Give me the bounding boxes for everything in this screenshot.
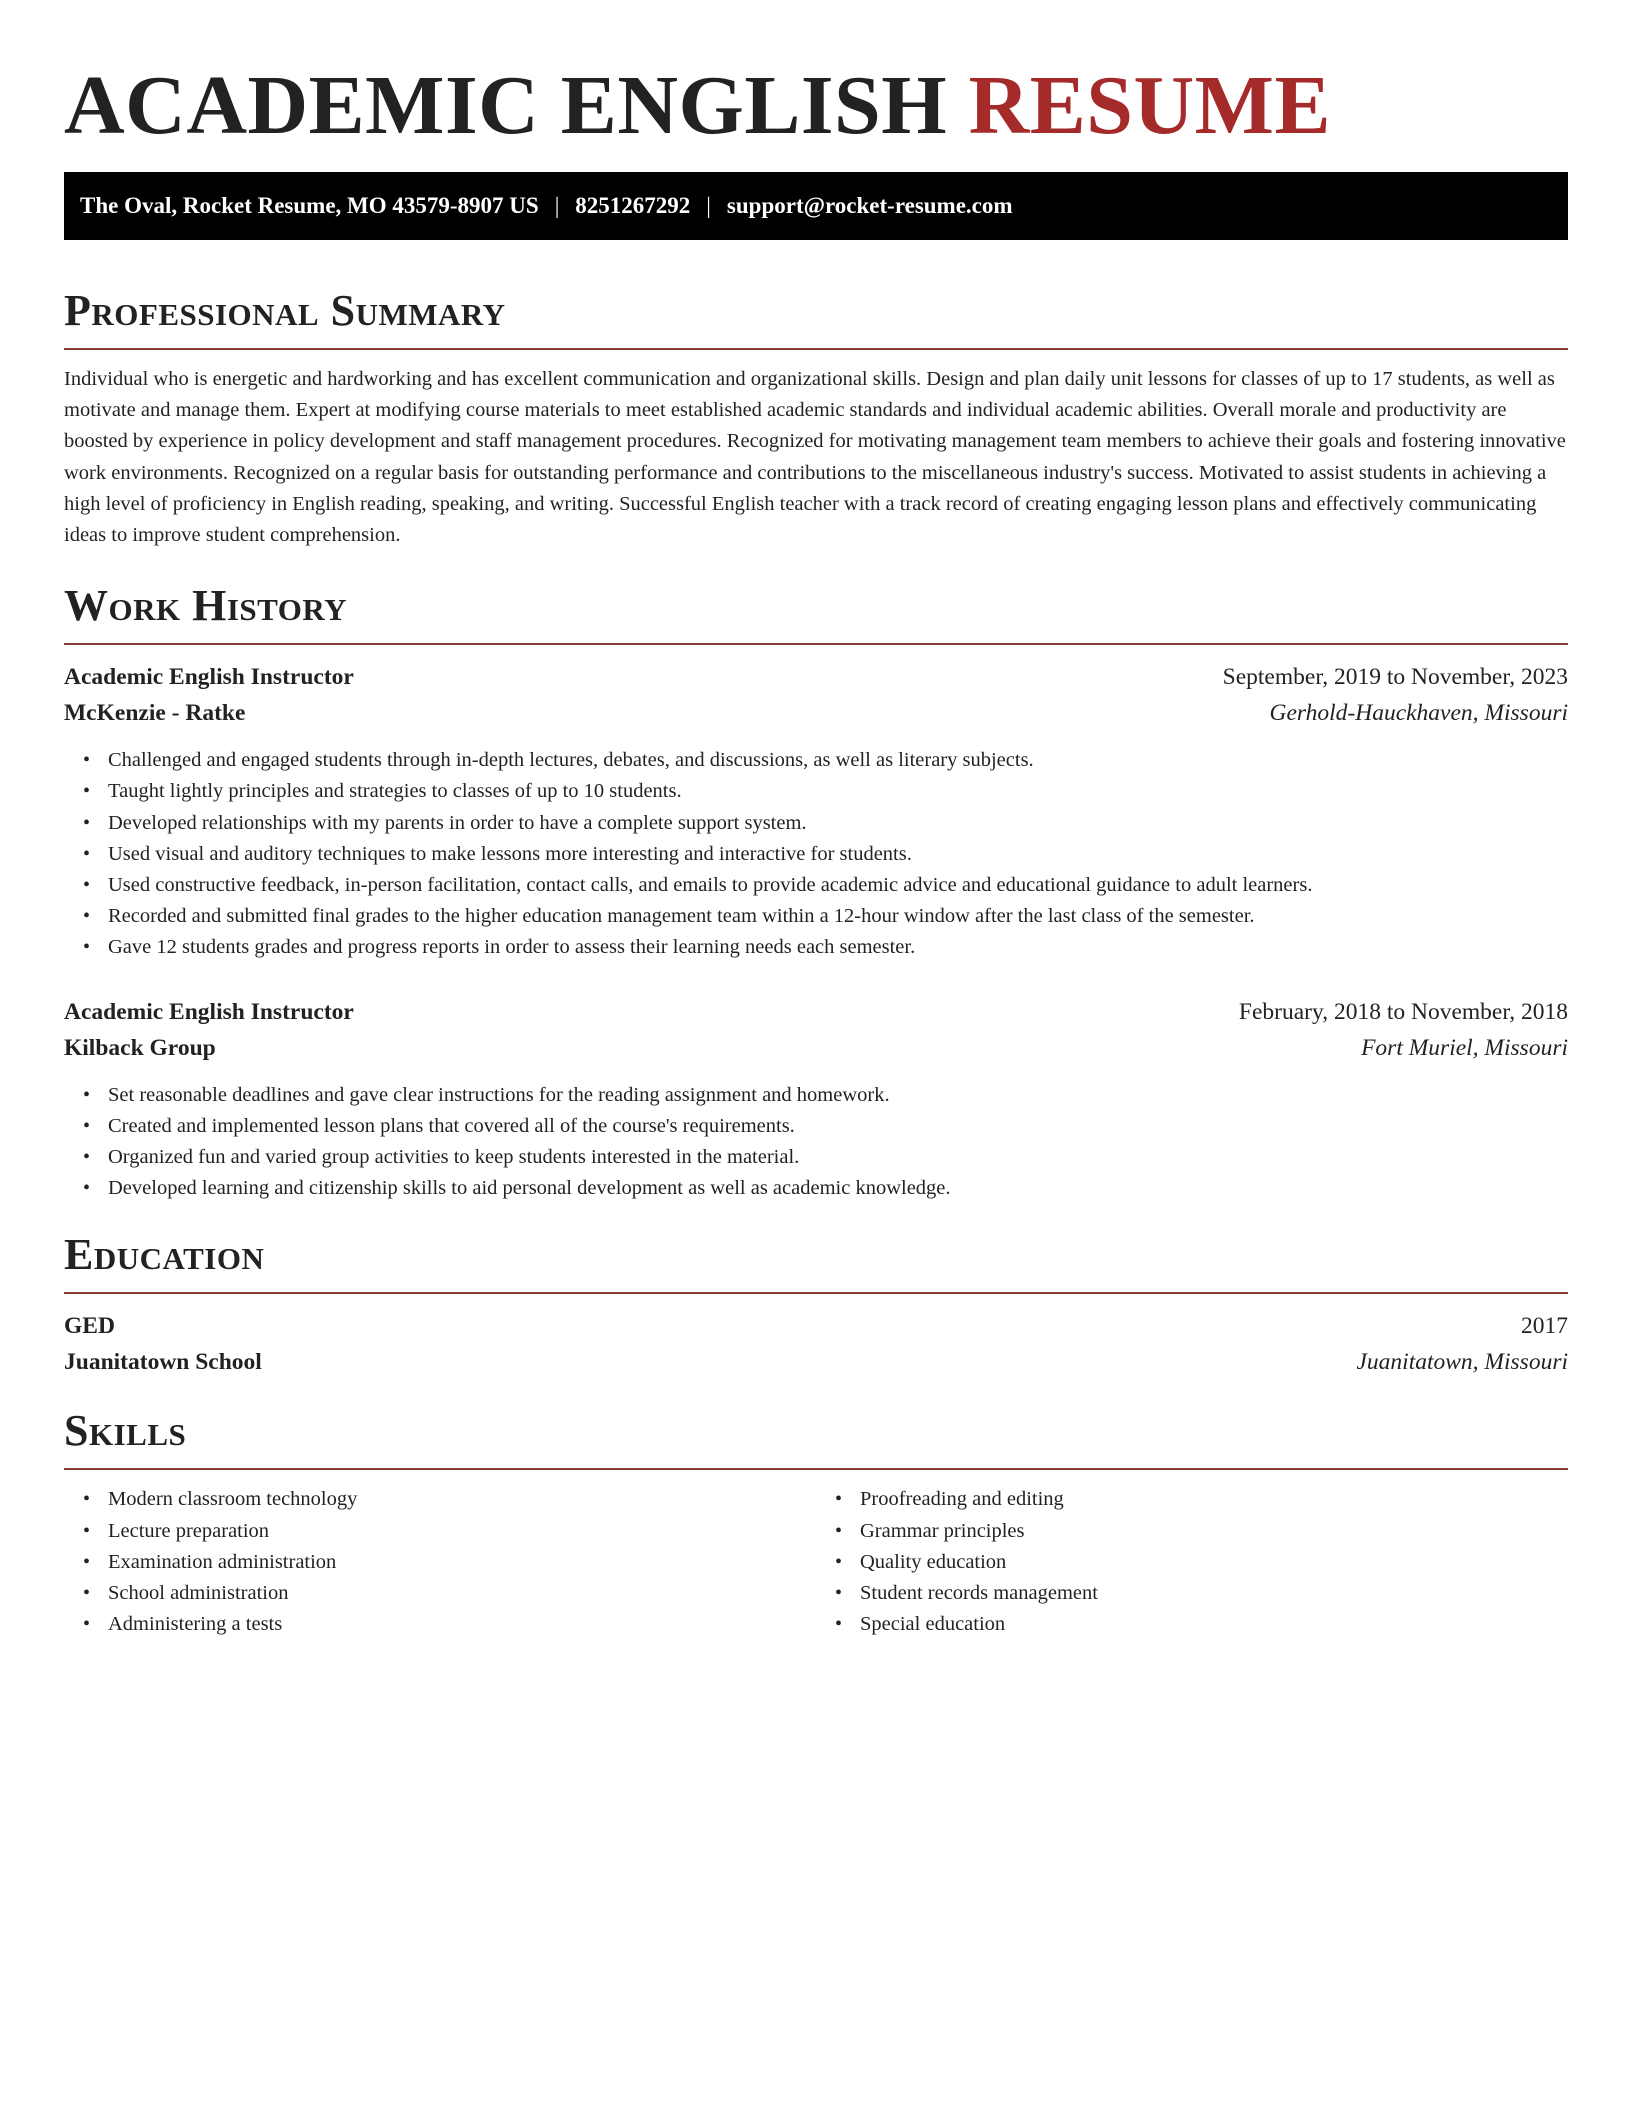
- title-accent: RESUME: [968, 59, 1331, 152]
- work-history-heading: Work History: [64, 581, 348, 631]
- bullet-text: Used constructive feedback, in-person facilitation, contact calls, and emails to provide academic advice and educational guidance to adult learners.: [108, 874, 1313, 897]
- contact-email: support@rocket-resume.com: [726, 193, 1013, 218]
- bullet-icon: •: [83, 1582, 91, 1605]
- bullet-icon: •: [83, 1177, 91, 1200]
- job-entry: [64, 659, 1568, 963]
- skill-text: Lecture preparation: [108, 1519, 270, 1542]
- bullet-icon: •: [83, 780, 91, 803]
- job-company-row: [64, 695, 1568, 731]
- work-history-section: [64, 581, 1568, 1204]
- list-item: [83, 839, 1568, 870]
- list-item: [835, 1609, 1568, 1640]
- bullet-icon: •: [835, 1488, 843, 1511]
- summary-heading: Professional Summary: [64, 286, 506, 335]
- bullet-text: Challenged and engaged students through in-depth lectures, debates, and discussions, as well as literary subjects.: [108, 749, 1034, 772]
- education-heading: Education: [64, 1230, 265, 1280]
- bullet-icon: •: [83, 1114, 91, 1137]
- bullet-icon: •: [835, 1582, 843, 1605]
- list-item: [83, 1142, 1568, 1173]
- skills-section: [64, 1406, 1568, 1640]
- skill-text: Student records management: [860, 1582, 1098, 1605]
- bullet-text: Created and implemented lesson plans that covered all of the course's requirements.: [108, 1114, 795, 1137]
- job-title: Academic English Instructor: [64, 664, 354, 691]
- contact-separator: |: [706, 193, 711, 218]
- list-item: [83, 870, 1568, 901]
- bullet-icon: •: [83, 1519, 91, 1542]
- skill-text: Administering a tests: [108, 1613, 283, 1636]
- job-company-row: [64, 1030, 1568, 1066]
- list-item: [83, 1080, 1568, 1111]
- skills-column-left: [64, 1484, 816, 1640]
- list-item: [83, 745, 1568, 776]
- summary-section: [64, 286, 1568, 551]
- bullet-icon: •: [83, 1613, 91, 1636]
- bullet-icon: •: [83, 811, 91, 834]
- bullet-text: Set reasonable deadlines and gave clear instructions for the reading assignment and homework.: [108, 1083, 890, 1106]
- bullet-text: Developed learning and citizenship skills to aid personal development as well as academic knowledge.: [108, 1177, 951, 1200]
- bullet-icon: •: [83, 1083, 91, 1106]
- list-item: [835, 1547, 1568, 1578]
- bullet-icon: •: [83, 842, 91, 865]
- skills-list: [816, 1484, 1568, 1640]
- bullet-icon: •: [83, 874, 91, 897]
- section-divider: [64, 348, 1568, 350]
- skill-text: Examination administration: [108, 1550, 337, 1573]
- skill-text: Grammar principles: [860, 1519, 1025, 1542]
- skill-text: Special education: [860, 1613, 1006, 1636]
- skills-heading: Skills: [64, 1406, 187, 1456]
- skills-grid: [64, 1484, 1568, 1640]
- education-section: [64, 1230, 1568, 1380]
- education-school: Juanitatown School: [64, 1349, 262, 1376]
- bullet-icon: •: [83, 1488, 91, 1511]
- summary-text: Individual who is energetic and hardworking and has excellent communication and organizational skills. Design and plan daily unit lessons for classes of up to 17 students, as well as motivate and manage them. Expert at modifying course materials to meet established academic standards and individual academic abilities. Overall morale and productivity are boosted by experience in policy development and staff management procedures. Recognized for motivating management team members to achieve their goals and fostering innovative work environments. Recognized on a regular basis for outstanding performance and contributions to the miscellaneous industry's success. Motivated to assist students in achieving a high level of proficiency in English reading, speaking, and writing. Successful English teacher with a track record of creating engaging lesson plans and effectively communicating ideas to improve student comprehension.: [64, 368, 1566, 547]
- job-bullets: [64, 745, 1568, 963]
- bullet-icon: •: [835, 1613, 843, 1636]
- list-item: [83, 932, 1568, 963]
- job-company: Kilback Group: [64, 1034, 216, 1061]
- list-item: [83, 1578, 816, 1609]
- bullet-text: Taught lightly principles and strategies to classes of up to 10 students.: [108, 780, 682, 803]
- skill-text: Proofreading and editing: [860, 1488, 1064, 1511]
- list-item: [83, 1609, 816, 1640]
- skills-list: [64, 1484, 816, 1640]
- list-item: [835, 1516, 1568, 1547]
- job-header-row: [64, 994, 1568, 1030]
- contact-bar: [64, 172, 1568, 240]
- list-item: [83, 1173, 1568, 1204]
- bullet-icon: •: [835, 1550, 843, 1573]
- skill-text: Modern classroom technology: [108, 1488, 358, 1511]
- bullet-icon: •: [83, 1550, 91, 1573]
- list-item: [835, 1484, 1568, 1515]
- bullet-icon: •: [83, 1146, 91, 1169]
- education-location: Juanitatown, Missouri: [1356, 1349, 1568, 1376]
- skill-text: Quality education: [860, 1550, 1007, 1573]
- job-dates: February, 2018 to November, 2018: [1238, 998, 1568, 1025]
- education-year: 2017: [1521, 1313, 1568, 1340]
- job-bullets: [64, 1080, 1568, 1205]
- bullet-icon: •: [83, 749, 91, 772]
- bullet-text: Gave 12 students grades and progress reports in order to assess their learning needs each semester.: [108, 936, 916, 959]
- list-item: [83, 1111, 1568, 1142]
- resume-title: [64, 58, 1568, 154]
- job-location: Gerhold-Hauckhaven, Missouri: [1269, 700, 1568, 727]
- list-item: [835, 1578, 1568, 1609]
- bullet-text: Developed relationships with my parents in order to have a complete support system.: [108, 811, 807, 834]
- education-school-row: [64, 1344, 1568, 1380]
- section-divider: [64, 1292, 1568, 1294]
- job-dates: September, 2019 to November, 2023: [1222, 664, 1568, 691]
- list-item: [83, 776, 1568, 807]
- list-item: [83, 901, 1568, 932]
- bullet-text: Used visual and auditory techniques to make lessons more interesting and interactive for students.: [108, 842, 912, 865]
- bullet-text: Organized fun and varied group activities to keep students interested in the material.: [108, 1146, 800, 1169]
- bullet-icon: •: [83, 936, 91, 959]
- section-divider: [64, 1468, 1568, 1470]
- job-company: McKenzie - Ratke: [64, 700, 246, 727]
- skills-column-right: [816, 1484, 1568, 1640]
- skill-text: School administration: [108, 1582, 289, 1605]
- bullet-icon: •: [835, 1519, 843, 1542]
- title-main: ACADEMIC ENGLISH: [64, 59, 948, 152]
- job-entry: [64, 994, 1568, 1205]
- list-item: [83, 808, 1568, 839]
- contact-separator: |: [554, 193, 560, 218]
- education-degree: GED: [64, 1313, 115, 1340]
- list-item: [83, 1484, 816, 1515]
- job-title: Academic English Instructor: [64, 998, 354, 1025]
- job-location: Fort Muriel, Missouri: [1361, 1034, 1568, 1061]
- contact-address: The Oval, Rocket Resume, MO 43579-8907 US: [80, 193, 539, 218]
- bullet-text: Recorded and submitted final grades to the higher education management team within a 12-hour window after the last class of the semester.: [108, 905, 1255, 928]
- section-divider: [64, 643, 1568, 645]
- bullet-icon: •: [83, 905, 91, 928]
- education-degree-row: [64, 1308, 1568, 1344]
- list-item: [83, 1516, 816, 1547]
- job-header-row: [64, 659, 1568, 695]
- list-item: [83, 1547, 816, 1578]
- contact-phone: 8251267292: [575, 193, 691, 218]
